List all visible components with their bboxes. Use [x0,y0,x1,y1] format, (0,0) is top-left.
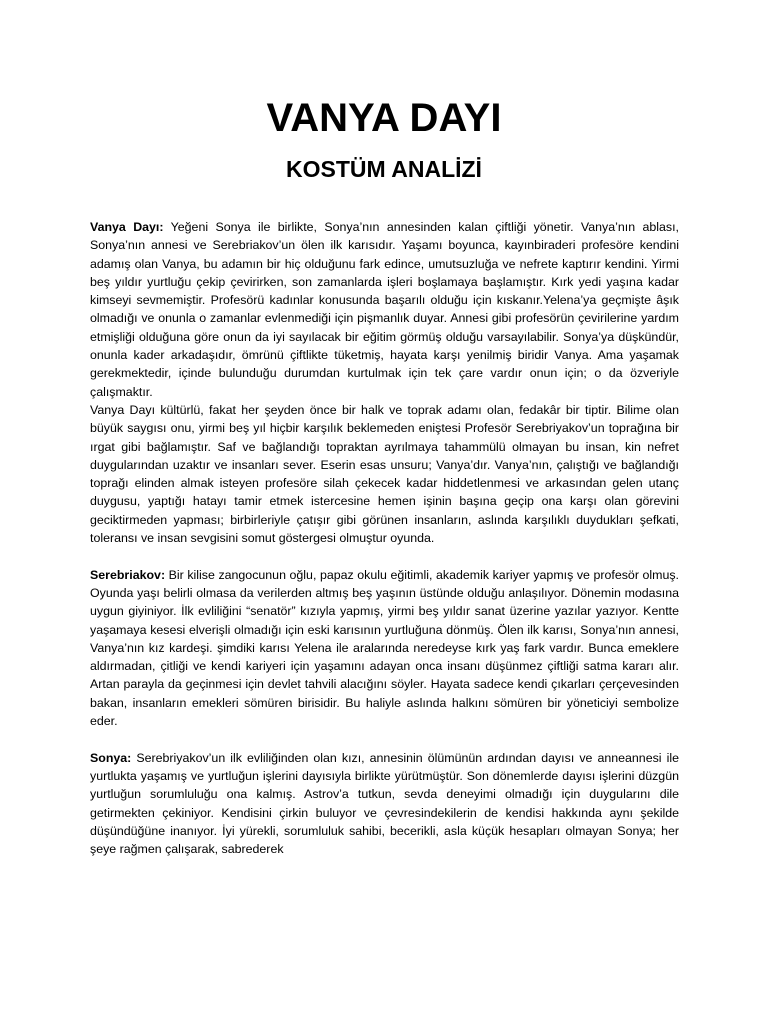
paragraph-vanya [90,218,679,401]
paragraph-lead: Serebriakov: [90,567,166,582]
document-title: VANYA DAYI [266,96,502,140]
paragraph-sonya [90,749,679,859]
paragraph-vanya-continued [90,401,679,547]
paragraph-lead: Vanya Dayı: [90,220,164,234]
paragraph-lead: Sonya: [90,750,132,765]
document-body [90,218,679,858]
document-subtitle: KOSTÜM ANALİZİ [286,156,482,182]
paragraph-text: Serebriyakov’un ilk evliliğinden olan kızı, annesinin ölümünün ardından dayısı ve anneannesi ile yurtlukta yaşamış ve yurtluğun işlerini dayısıyla birlikte yürütmüştür. Son dönemlerde dayısı işlerini düzgün yurtluğun sorumluluğu ona kalmış. Astrov’a tutkun, sevda deneyimi olmadığı için duygularını dile getirmekten çekiniyor. Kendisini çirkin buluyor ve çevresindekilerin de kendisi hakkında aynı şekilde düşündüğüne inanıyor. İyi yürekli, sorumluluk sahibi, becerikli, asla küçük hesapları olmayan Sonya; her şeye rağmen çalışarak, sabrederek [90,750,679,857]
paragraph-text: Yeğeni Sonya ile birlikte, Sonya’nın annesinden kalan çiftliği yönetir. Vanya’nın ablası, Sonya’nın annesi ve Serebriakov’un ölen ilk karısıdır. Yaşamı boyunca, kayınbiraderi profesöre kendini adamış olan Vanya, bu adamın bir hiç olduğunu fark edince, umutsuzluğa ve nefrete kaptırır kendini. Yirmi beş yıldır yurtluğu çekip çevirirken, son zamanlarda işleri boşlamaya başlamıştır. Kırk yedi yaşına kadar kimseyi sevmemiştir. Profesörü kadınlar konusunda başarılı olduğu için kıskanır.Yelena’ya geçmişte âşık olmadığı ve onunla o zamanlar evlenmediği için pişmanlık duyar. Annesi gibi profesörün çevirilerine yardım etmişliği olduğuna göre onun da iyi sayılacak bir eğitim görmüş olduğu varsayılabilir. Sonya’ya düşkündür, onunla kader arkadaşıdır, ömrünü çiftlikte tüketmiş, hayata karşı yenilmiş biridir Vanya. Ama yaşamak gerekmektedir, içinde bulunduğu durumdan kurtulmak için tek çare vardır onun için; o da özveriyle çalışmaktır. [90,220,679,399]
paragraph-serebriakov [90,566,679,731]
paragraph-text: Bir kilise zangocunun oğlu, papaz okulu eğitimli, akademik kariyer yapmış ve profesör olmuş. Oyunda yaşı belirli olmasa da verilerden altmış beş yaşının üstünde olduğu anlaşılıyor. Dönemin modasına uygun giyiniyor. İlk evliliğini “senatör” kızıyla yapmış, yirmi beş yıldır sanat üzerine yazılar yazıyor. Kentte yaşamaya kesesi elverişli olmadığı için eski karısının yurtluğuna dönmüş. Ölen ilk karısı, Sonya’nın annesi, Vanya’nın kız kardeşi. şimdiki karısı Yelena ile aralarında neredeyse kırk yaş fark vardır. Bunca emeklere aldırmadan, çitliği ve kendi kariyeri için yaşamını adayan onca insanı düşünmez çiftliği satma kararı alır. Artan parayla da geçinmesi için devlet tahvili alacığını söyler. Hayata sadece kendi çıkarları çerçevesinden bakan, insanların emekleri sömüren birisidir. Bu haliyle aslında halkını sömüren bir yöneticiyi sembolize eder. [90,567,679,729]
paragraph-text: Vanya Dayı kültürlü, fakat her şeyden önce bir halk ve toprak adamı olan, fedakâr bir tiptir. Bilime olan büyük saygısı onu, yirmi beş yıl hiçbir karşılık beklemeden eniştesi Profesör Serebriyakov’un toprağına bir ırgat gibi bağlamıştır. Saf ve bağlandığı topraktan ayrılmaya tahammülü olmayan bu insan, kin nefret duygularından uzaktır ve insanları sever. Eserin esas unsuru; Vanya’dır. Vanya’nın, çalıştığı ve bağlandığı toprağı elinden almak isteyen profesöre silah çekecek kadar hiddetlenmesi ve arkasından gelen utanç duygusu, yaptığı hatayı tamir etmek istercesine hemen işinin başına geçip ona karşı olan görevini geciktirmeden yapması; birbirleriyle çatışır gibi görünen insanların, aslında karşılıklı duydukları şefkati, toleransı ve insan sevgisini somut göstergesi olmuştur oyunda. [90,402,679,546]
